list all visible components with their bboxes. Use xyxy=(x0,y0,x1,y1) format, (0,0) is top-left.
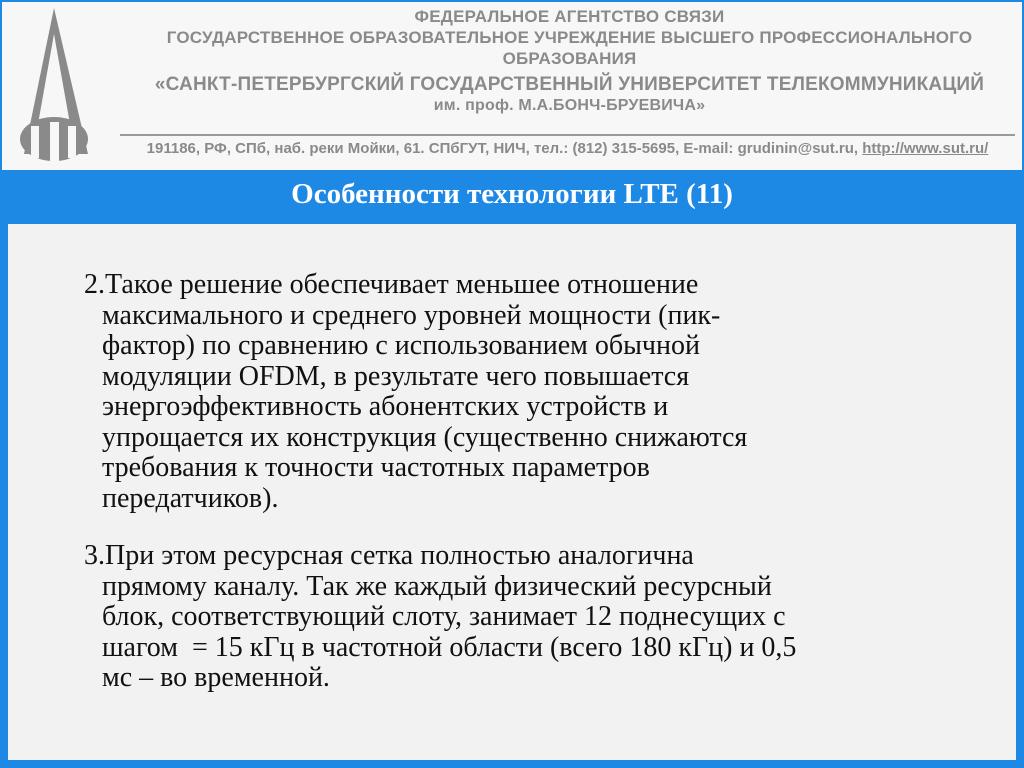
university-logo-icon xyxy=(4,4,116,169)
paragraph-3-line-3: блок, соответствующий слоту, занимает 12 поднесущих с xyxy=(102,601,786,632)
paragraph-3 xyxy=(84,541,954,694)
paragraph-2-line-7: требования к точности частотных параметров xyxy=(102,452,650,483)
paragraph-3-line-1: 3.При этом ресурсная сетка полностью аналогична xyxy=(84,540,694,571)
paragraph-2-line-6: упрощается их конструкция (существенно снижаются xyxy=(102,421,748,453)
paragraph-2-number: 2. xyxy=(84,269,105,300)
header-institution-type: ГОСУДАРСТВЕННОЕ ОБРАЗОВАТЕЛЬНОЕ УЧРЕЖДЕНИЕ ВЫСШЕГО ПРОФЕССИОНАЛЬНОГО xyxy=(166,28,973,47)
paragraph-2-line-2: максимального и среднего уровней мощности (пик- xyxy=(102,299,721,331)
header-university-namesake: им. проф. М.А.БОНЧ-БРУЕВИЧА» xyxy=(433,97,706,114)
website-link[interactable]: http://www.sut.ru/ xyxy=(862,140,989,157)
paragraph-3-number: 3. xyxy=(84,540,105,571)
paragraph-2-line-8: передатчиков). xyxy=(102,482,279,514)
paragraph-3-line-5: мс – во временной. xyxy=(102,662,330,693)
logo-text-top: СПб xyxy=(43,83,65,115)
slide-title: Особенности технологии LTE (11) xyxy=(291,178,733,210)
header-institution-type-cont: ОБРАЗОВАНИЯ xyxy=(502,49,637,68)
header-divider xyxy=(120,134,1015,136)
paragraph-2-line-4: модуляции OFDM, в результате чего повышается xyxy=(102,360,690,392)
paragraph-2-line-1: 2.Такое решение обеспечивает меньшее отношение xyxy=(84,269,699,300)
header-university-name: «САНКТ-ПЕТЕРБУРГСКИЙ ГОСУДАРСТВЕННЫЙ УНИВЕРСИТЕТ ТЕЛЕКОММУНИКАЦИЙ xyxy=(154,74,985,95)
contact-line xyxy=(120,140,1015,157)
paragraph-3-line-2: прямому каналу. Так же каждый физический ресурсный xyxy=(102,570,772,602)
paragraph-2 xyxy=(84,270,914,514)
contact-text: 191186, РФ, СПб, наб. реки Мойки, 61. СПбГУТ, НИЧ, тел.: (812) 315-5695, E-mail: grudinin@sut.ru, xyxy=(146,140,863,157)
header-agency: ФЕДЕРАЛЬНОЕ АГЕНТСТВО СВЯЗИ xyxy=(414,7,725,26)
header-text xyxy=(122,6,1017,116)
paragraph-2-line-3: фактор) по сравнению с использованием обычной xyxy=(102,330,700,361)
paragraph-2-line-5: энергоэффективность абонентских устройств и xyxy=(102,391,669,422)
paragraph-3-line-4: шагом = 15 кГц в частотной области (всего 180 кГц) и 0,5 xyxy=(102,631,797,663)
